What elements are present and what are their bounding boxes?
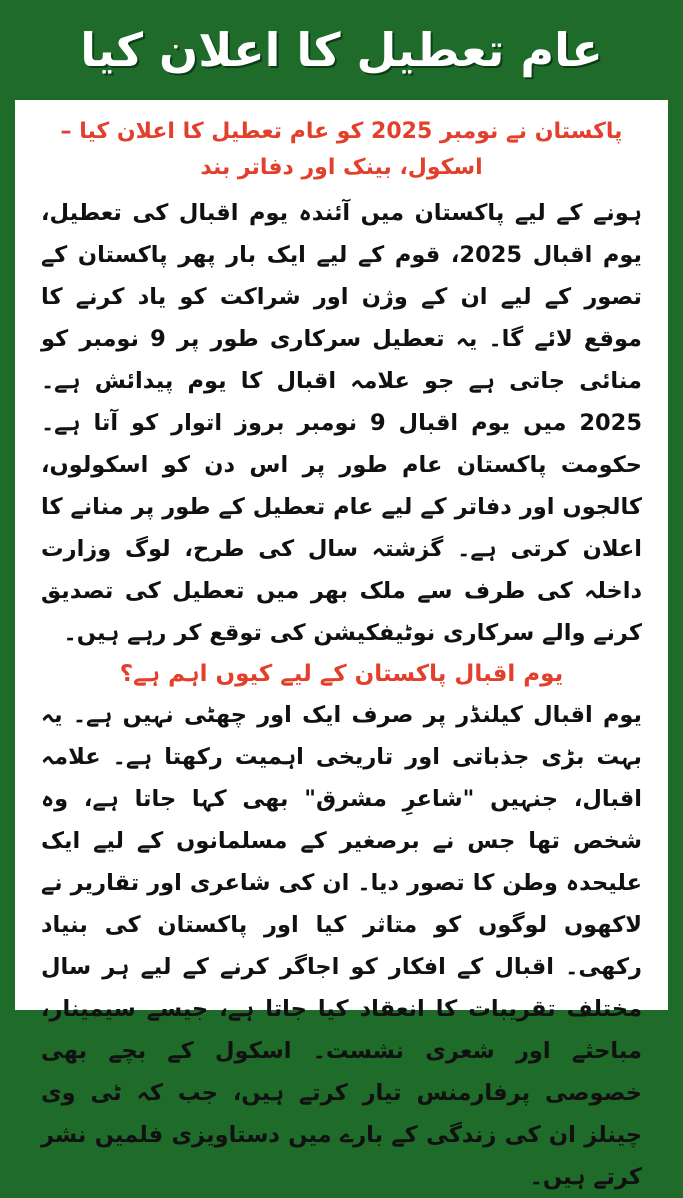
page-title: عام تعطیل کا اعلان کیا <box>80 23 603 77</box>
article-paragraph-1: ہونے کے لیے پاکستان میں آئندہ یوم اقبال کی تعطیل، یوم اقبال 2025، قوم کے لیے ایک بار پھر پاکستان کے تصور کے لیے ان کے وژن اور شراکت کو یاد کرنے کا موقع لائے گا۔ یہ تعطیل سرکاری طور پر 9 نومبر کو منائی جاتی ہے جو علامہ اقبال کا یوم پیدائش ہے۔ 2025 میں یوم اقبال 9 نومبر بروز اتوار کو آتا ہے۔ حکومت پاکستان عام طور پر اس دن کو اسکولوں، کالجوں اور دفاتر کے لیے عام تعطیل کے طور پر منانے کا اعلان کرتی ہے۔ گزشتہ سال کی طرح، لوگ وزارت داخلہ کی طرف سے ملک بھر میں تعطیل کی تصدیق کرنے والے سرکاری نوٹیفکیشن کی توقع کر رہے ہیں۔ <box>41 200 642 646</box>
header-banner <box>0 0 683 100</box>
section-heading: یوم اقبال پاکستان کے لیے کیوں اہم ہے؟ <box>119 661 564 687</box>
article-paragraph-2: یوم اقبال کیلنڈر پر صرف ایک اور چھٹی نہیں ہے۔ یہ بہت بڑی جذباتی اور تاریخی اہمیت رکھتا ہے۔ علامہ اقبال، جنہیں "شاعرِ مشرق" بھی کہا جاتا ہے، وہ شخص تھا جس نے برصغیر کے مسلمانوں کے لیے ایک علیحدہ وطن کا تصور دیا۔ ان کی شاعری اور تقاریر نے لاکھوں لوگوں کو متاثر کیا اور پاکستان کی بنیاد رکھی۔ اقبال کے افکار کو اجاگر کرنے کے لیے ہر سال مختلف تقریبات کا انعقاد کیا جاتا ہے، جیسے سیمینار، مباحثے اور شعری نشست۔ اسکول کے بچے بھی خصوصی پرفارمنس تیار کرتے ہیں، جب کہ ٹی وی چینلز ان کی زندگی کے بارے میں دستاویزی فلمیں نشر کرتے ہیں۔ <box>41 702 642 1190</box>
article-subtitle: پاکستان نے نومبر 2025 کو عام تعطیل کا اعلان کیا – اسکول، بینک اور دفاتر بند <box>60 119 623 180</box>
article-panel <box>15 100 668 1190</box>
